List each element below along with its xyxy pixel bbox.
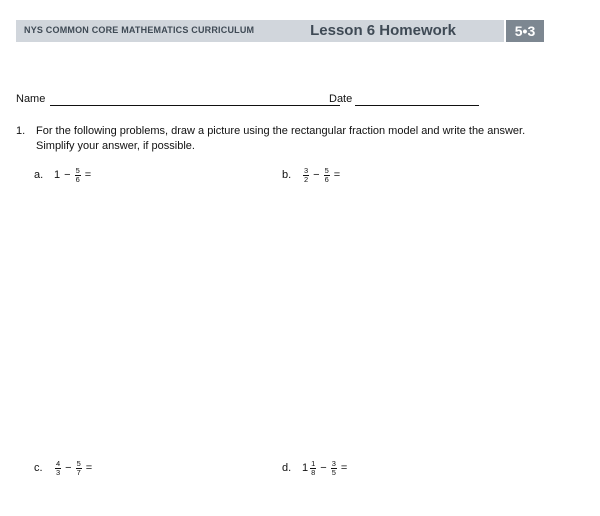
denominator: 6 <box>75 174 80 184</box>
numerator: 4 <box>56 458 61 468</box>
problem-number: 1. <box>16 125 26 137</box>
expression <box>302 455 350 481</box>
numerator: 3 <box>331 458 336 468</box>
module-badge: 5•3 <box>506 20 544 42</box>
numerator: 5 <box>324 165 329 175</box>
numerator: 3 <box>304 165 309 175</box>
denominator: 7 <box>76 467 81 477</box>
fraction <box>310 460 316 477</box>
part-label: d. <box>282 462 292 474</box>
equals-sign: = <box>84 169 92 181</box>
minus-sign: − <box>320 462 327 474</box>
fraction <box>331 460 337 477</box>
date-label: Date <box>329 93 353 105</box>
problem-instructions: For the following problems, draw a picture using the rectangular fraction model and write the answer. Simplify your answer, if possible. <box>36 125 526 152</box>
expression <box>54 162 94 188</box>
denominator: 3 <box>56 467 61 477</box>
lesson-title: Lesson 6 Homework <box>310 22 456 39</box>
fraction <box>75 167 81 184</box>
name-label: Name <box>16 93 46 105</box>
curriculum-title: NYS COMMON CORE MATHEMATICS CURRICULUM <box>24 25 255 35</box>
denominator: 8 <box>311 467 316 477</box>
minus-sign: − <box>65 462 72 474</box>
expression <box>54 455 95 481</box>
minus-sign: − <box>313 169 320 181</box>
equals-sign: = <box>340 462 348 474</box>
expression <box>302 162 343 188</box>
fraction <box>324 167 330 184</box>
name-date-row <box>16 92 486 108</box>
whole-number: 1 <box>302 462 309 474</box>
denominator: 2 <box>304 174 309 184</box>
equals-sign: = <box>333 169 341 181</box>
name-field[interactable] <box>50 105 340 106</box>
denominator: 5 <box>331 467 336 477</box>
header-bar <box>16 20 504 42</box>
fraction <box>76 460 82 477</box>
equals-sign: = <box>85 462 93 474</box>
numerator: 1 <box>311 458 316 468</box>
part-label: c. <box>34 462 43 474</box>
numerator: 5 <box>76 458 81 468</box>
whole-number: 1 <box>54 169 61 181</box>
fraction <box>55 460 61 477</box>
numerator: 5 <box>75 165 80 175</box>
part-label: a. <box>34 169 44 181</box>
date-field[interactable] <box>355 105 479 106</box>
minus-sign: − <box>64 169 71 181</box>
part-label: b. <box>282 169 292 181</box>
fraction <box>303 167 309 184</box>
denominator: 6 <box>324 174 329 184</box>
page-header <box>16 20 544 42</box>
